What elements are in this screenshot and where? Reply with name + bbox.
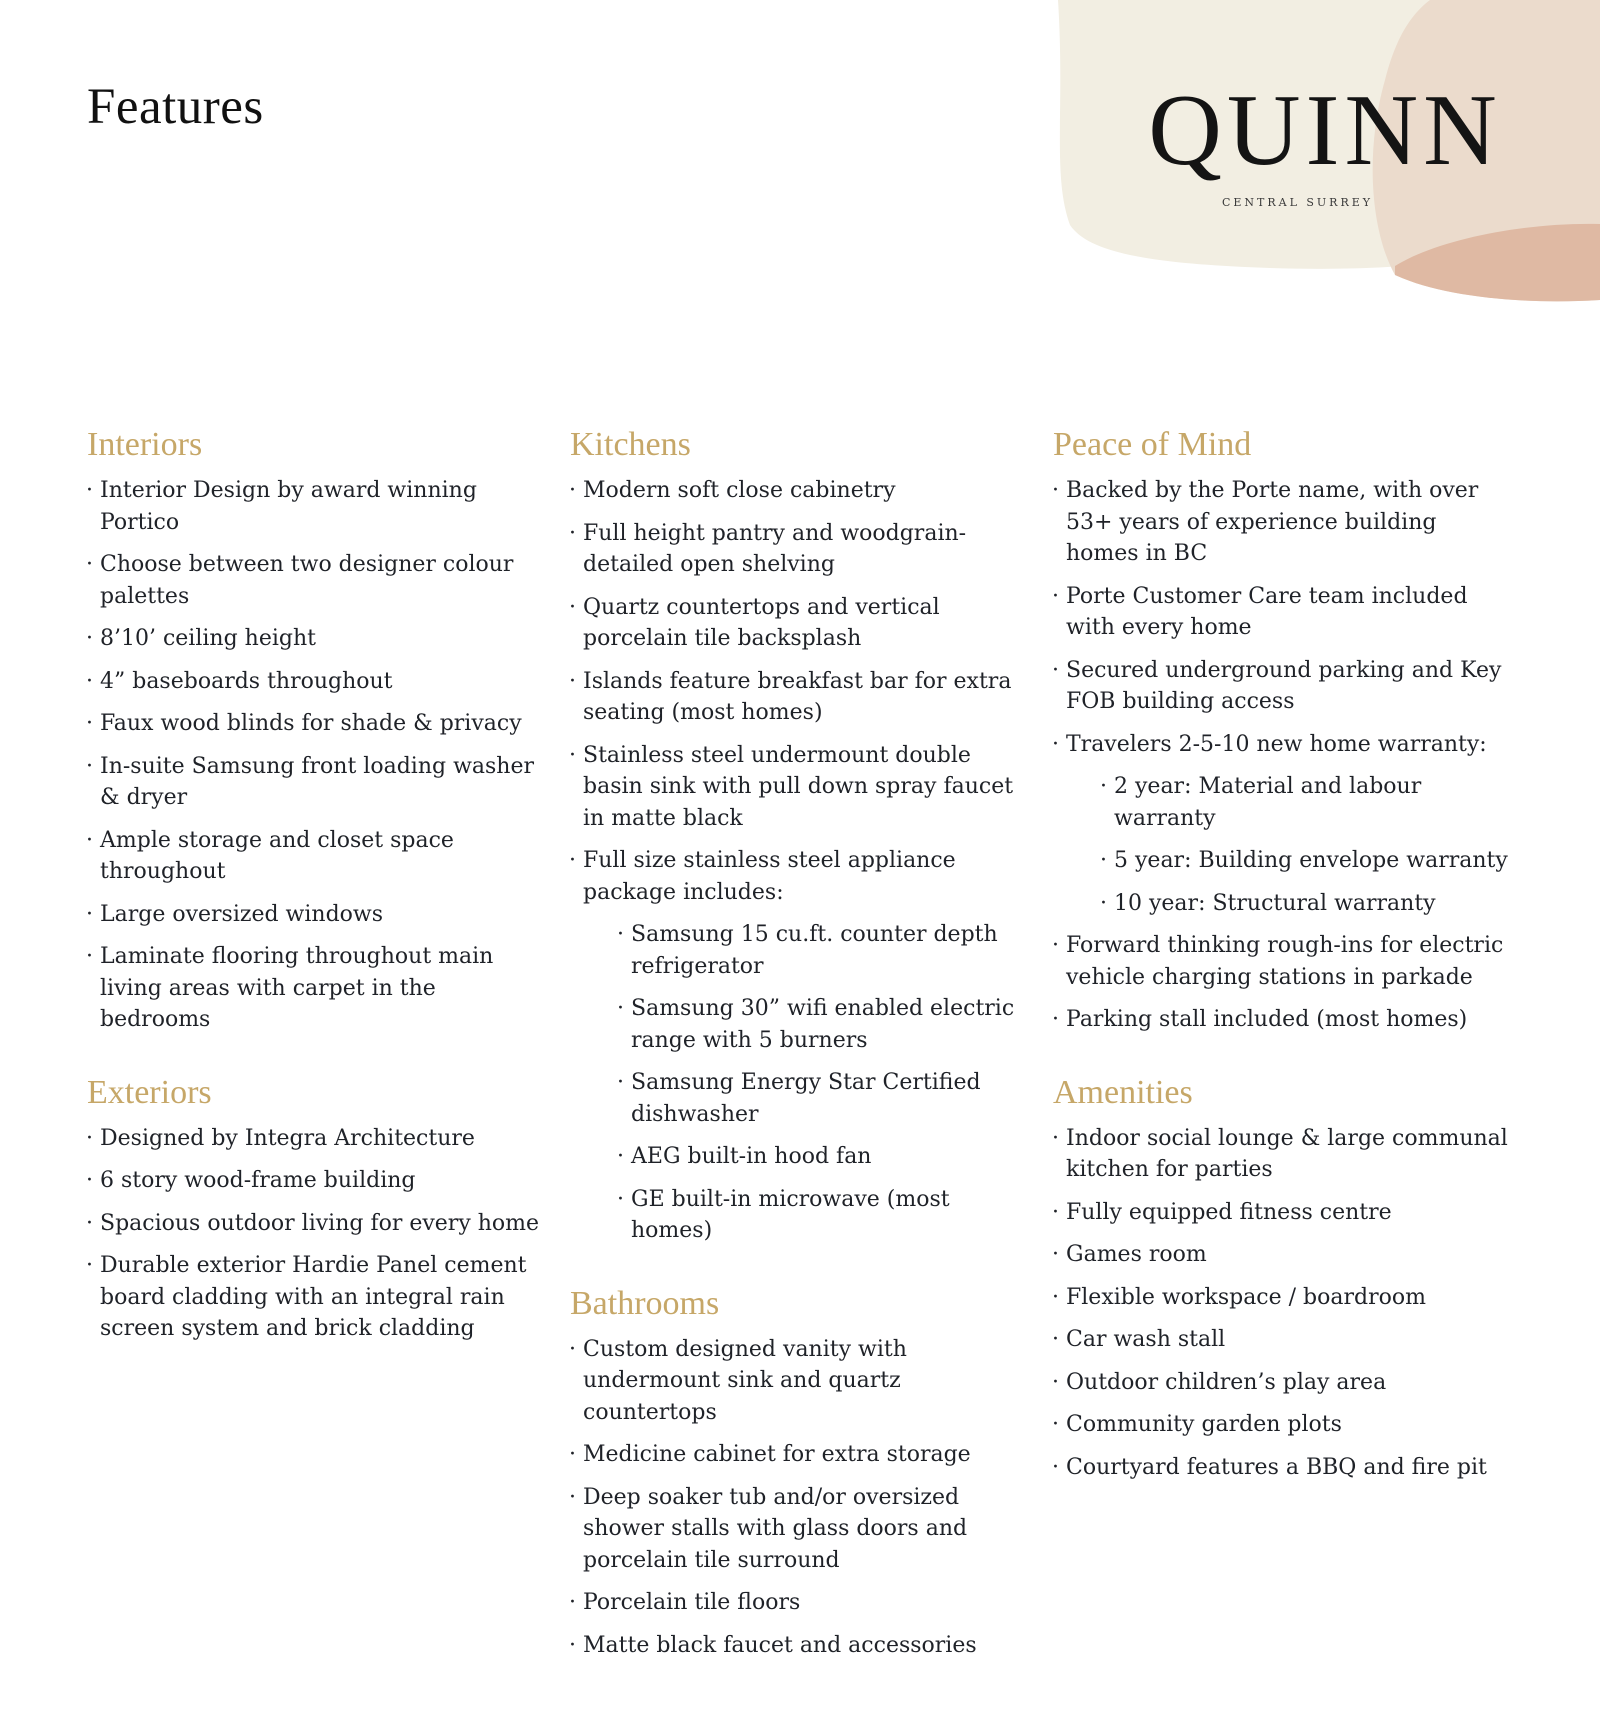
feature-item-text: Backed by the Porte name, with over 53+ years of experience building homes in BC — [1066, 478, 1479, 566]
feature-list — [570, 1334, 1025, 1662]
feature-item — [570, 1482, 1025, 1577]
feature-list — [570, 475, 1025, 1247]
feature-sublist — [1066, 771, 1513, 919]
feature-item — [570, 1439, 1025, 1471]
feature-item-text: Full height pantry and woodgrain-detailed open shelving — [583, 520, 967, 577]
feature-item — [1053, 930, 1513, 993]
feature-item-text: 4” baseboards throughout — [100, 668, 393, 694]
feature-item-text: Porcelain tile floors — [583, 1590, 801, 1615]
feature-item — [87, 751, 542, 814]
section-exteriors — [87, 1073, 542, 1345]
feature-item-text: 6 story wood-frame building — [100, 1168, 416, 1193]
page-title: Features — [87, 79, 264, 135]
feature-item-text: In-suite Samsung front loading washer & dryer — [100, 753, 535, 810]
feature-item-text: 8’10’ ceiling height — [100, 626, 316, 651]
feature-item-text: Islands feature breakfast bar for extra seating (most homes) — [583, 668, 1012, 725]
feature-item — [1053, 1123, 1513, 1186]
feature-item — [1053, 1197, 1513, 1229]
feature-item-text: Porte Customer Care team included with every home — [1066, 583, 1468, 640]
feature-item — [1053, 1004, 1513, 1036]
feature-item-text: Indoor social lounge & large communal kitchen for parties — [1066, 1125, 1508, 1182]
features-column-1 — [87, 425, 542, 1382]
feature-item-text: Community garden plots — [1066, 1412, 1342, 1437]
feature-item-text: Games room — [1066, 1242, 1207, 1267]
feature-item — [87, 1250, 542, 1345]
feature-item — [1053, 655, 1513, 718]
feature-sublist — [583, 919, 1025, 1247]
feature-item-text: Outdoor children’s play area — [1066, 1369, 1387, 1395]
feature-item-text: Courtyard features a BBQ and fire pit — [1066, 1454, 1487, 1480]
section-heading: Peace of Mind — [1053, 426, 1252, 463]
feature-item — [1053, 729, 1513, 920]
feature-item — [570, 1630, 1025, 1662]
feature-list — [1053, 475, 1513, 1036]
feature-subitem: · Samsung 15 cu.ft. counter depth refrigerator — [618, 919, 1025, 982]
feature-subitem: · AEG built-in hood fan — [618, 1141, 1025, 1173]
quinn-logo — [1135, 76, 1515, 209]
feature-subitem: · 5 year: Building envelope warranty — [1101, 845, 1513, 877]
feature-item — [1053, 1324, 1513, 1356]
feature-item-text: Fully equipped fitness centre — [1066, 1199, 1392, 1225]
feature-item — [1053, 1367, 1513, 1399]
feature-list — [87, 475, 542, 1036]
feature-item-text: Interior Design by award winning Portico — [100, 478, 477, 535]
feature-item-text: Quartz countertops and vertical porcelain tile backsplash — [583, 594, 940, 651]
feature-list — [1053, 1123, 1513, 1484]
features-column-3 — [1053, 425, 1513, 1520]
feature-item-text: Secured underground parking and Key FOB building access — [1066, 657, 1502, 714]
feature-item-text: Flexible workspace / boardroom — [1066, 1284, 1426, 1310]
feature-subitem: · 2 year: Material and labour warranty — [1101, 771, 1513, 834]
feature-item — [87, 475, 542, 538]
feature-subitem: · GE built-in microwave (most homes) — [618, 1184, 1025, 1247]
feature-item-text: Custom designed vanity with undermount sink and quartz countertops — [583, 1336, 907, 1425]
feature-item-text: Large oversized windows — [100, 901, 384, 927]
logo-tagline: CENTRAL SURREY — [1221, 196, 1374, 209]
feature-item — [570, 740, 1025, 835]
feature-item-text: Choose between two designer colour palettes — [100, 552, 514, 609]
section-heading: Kitchens — [570, 426, 691, 463]
feature-item — [570, 845, 1025, 1247]
feature-subitem: · Samsung Energy Star Certified dishwasher — [618, 1067, 1025, 1130]
feature-subitem: · Samsung 30” wifi enabled electric range with 5 burners — [618, 993, 1025, 1056]
feature-item — [1053, 581, 1513, 644]
feature-item — [570, 475, 1025, 507]
feature-item — [570, 592, 1025, 655]
section-bathrooms — [570, 1284, 1025, 1662]
feature-item-text: Spacious outdoor living for every home — [100, 1210, 540, 1236]
feature-item-text: Matte black faucet and accessories — [583, 1632, 977, 1658]
feature-item — [87, 623, 542, 655]
section-kitchens — [570, 425, 1025, 1247]
feature-item-text: Modern soft close cabinetry — [583, 478, 896, 503]
feature-item-text: Medicine cabinet for extra storage — [583, 1442, 971, 1467]
feature-item — [87, 899, 542, 931]
section-amenities — [1053, 1073, 1513, 1484]
section-heading: Exteriors — [87, 1073, 212, 1111]
feature-item — [570, 1587, 1025, 1619]
feature-item-text: Ample storage and closet space throughout — [100, 827, 454, 884]
section-interiors — [87, 425, 542, 1036]
feature-item — [1053, 1239, 1513, 1271]
feature-item-text: Deep soaker tub and/or oversized shower stalls with glass doors and porcelain tile surround — [583, 1484, 968, 1573]
feature-item — [570, 666, 1025, 729]
feature-item — [1053, 1409, 1513, 1441]
feature-item — [87, 825, 542, 888]
feature-item-text: Durable exterior Hardie Panel cement board cladding with an integral rain screen system and brick cladding — [100, 1253, 527, 1341]
feature-item — [87, 666, 542, 698]
feature-item — [87, 1165, 542, 1197]
feature-item — [570, 518, 1025, 581]
feature-item-text: Stainless steel undermount double basin sink with pull down spray faucet in matte black — [583, 742, 1014, 831]
feature-item — [1053, 1282, 1513, 1314]
feature-item-text: Forward thinking rough-ins for electric vehicle charging stations in parkade — [1066, 933, 1504, 990]
feature-item — [87, 941, 542, 1036]
feature-item-text: Laminate flooring throughout main living areas with carpet in the bedrooms — [100, 944, 494, 1032]
feature-subitem: · 10 year: Structural warranty — [1101, 888, 1513, 920]
section-peace-of-mind — [1053, 425, 1513, 1036]
feature-item-text: Car wash stall — [1066, 1327, 1226, 1352]
section-heading: Bathrooms — [570, 1284, 720, 1322]
section-heading: Interiors — [87, 426, 203, 463]
feature-item-text: Parking stall included (most homes) — [1066, 1007, 1468, 1032]
logo-wordmark: QUINN — [1148, 74, 1502, 187]
feature-item-text: Faux wood blinds for shade & privacy — [100, 711, 522, 736]
feature-item-text: Full size stainless steel appliance package includes: — [583, 848, 956, 905]
section-heading: Amenities — [1053, 1073, 1193, 1111]
features-column-2 — [570, 425, 1025, 1698]
feature-list — [87, 1123, 542, 1345]
feature-item — [87, 1123, 542, 1155]
feature-item — [1053, 475, 1513, 570]
feature-item — [1053, 1452, 1513, 1484]
feature-item — [570, 1334, 1025, 1429]
feature-item — [87, 549, 542, 612]
feature-item — [87, 708, 542, 740]
feature-item — [87, 1208, 542, 1240]
feature-item-text: Designed by Integra Architecture — [100, 1125, 475, 1151]
feature-item-text: Travelers 2-5-10 new home warranty: — [1066, 731, 1487, 757]
